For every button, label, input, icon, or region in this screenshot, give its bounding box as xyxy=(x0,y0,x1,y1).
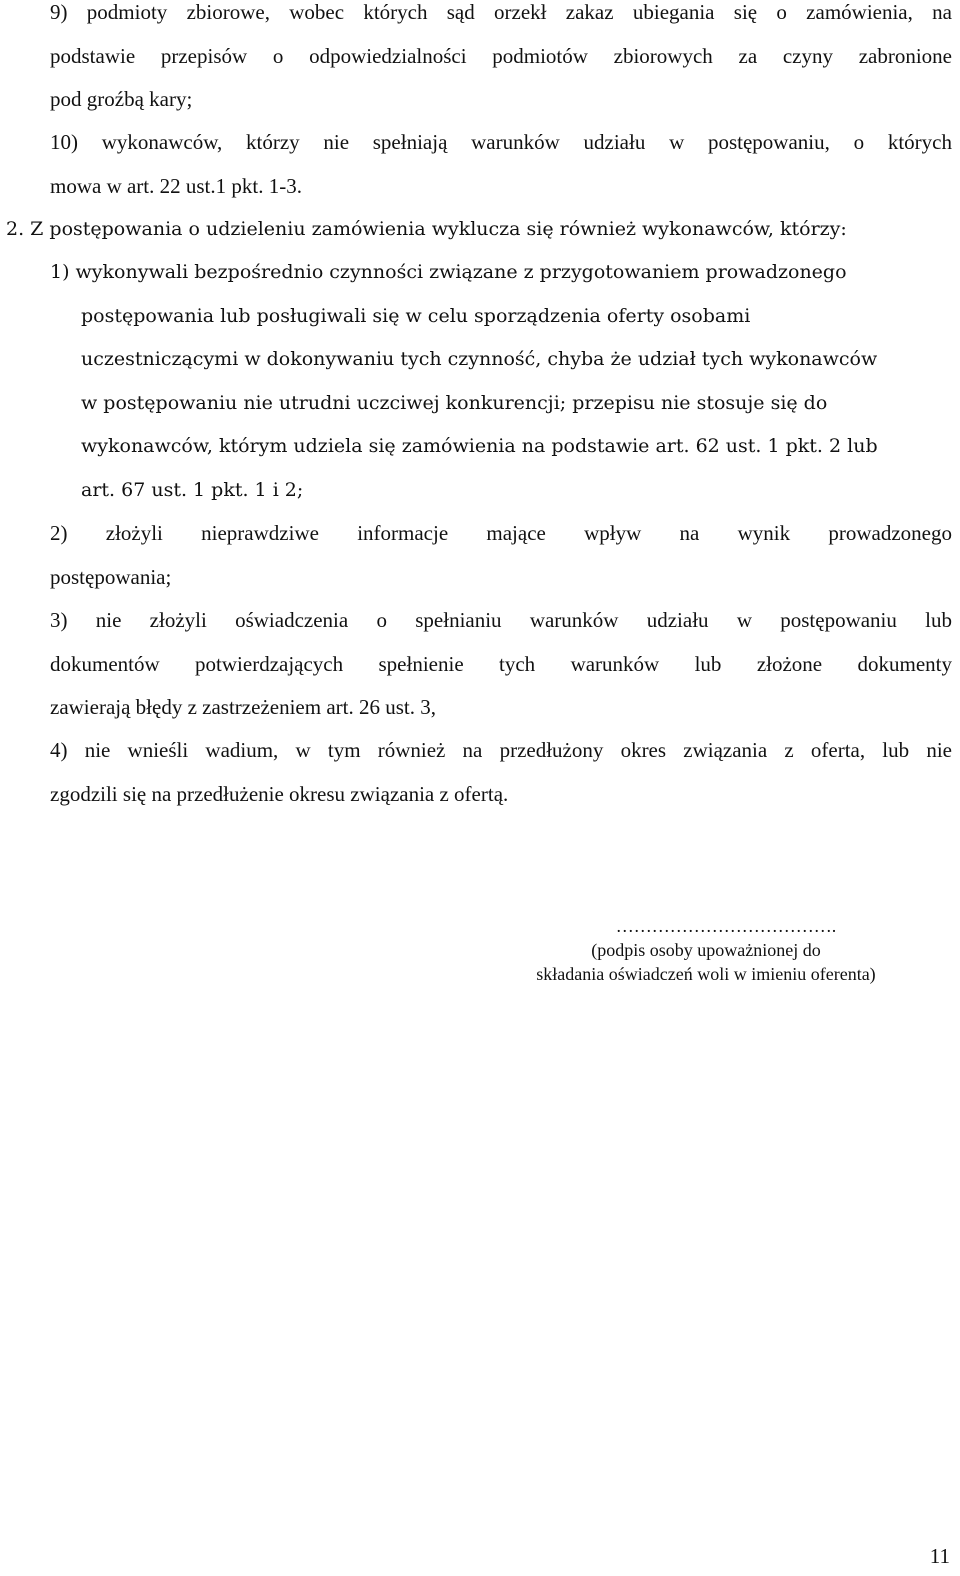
section-2-heading xyxy=(6,208,952,252)
point-2 xyxy=(50,512,952,599)
point-1-line-5: wykonawców, którym udziela się zamówienia na podstawie art. 62 ust. 1 pkt. 2 lub xyxy=(81,435,878,457)
point-1-line-3: uczestniczącymi w dokonywaniu tych czynność, chyba że udział tych wykonawców xyxy=(81,348,878,370)
point-1 xyxy=(50,251,952,512)
point-4 xyxy=(50,729,952,816)
point-2-line-2: postępowania; xyxy=(50,564,172,589)
signature-caption-line-1: (podpis osoby upoważnionej do xyxy=(591,940,821,960)
item-9-line-2: podstawie przepisów o odpowiedzialności podmiotów zbiorowych za czyny zabronione xyxy=(50,43,952,68)
item-10-line-1: 10) wykonawców, którzy nie spełniają warunków udziału w postępowaniu, o których xyxy=(50,130,952,154)
item-9 xyxy=(50,0,952,122)
signature-dots: ………………………………. xyxy=(615,916,837,936)
page-number: 11 xyxy=(929,1544,950,1568)
item-9-line-3: pod groźbą kary; xyxy=(50,87,193,111)
point-3-line-1: 3) nie złożyli oświadczenia o spełnianiu warunków udziału w postępowaniu lub xyxy=(50,608,952,632)
point-1-line-2: postępowania lub posługiwali się w celu sporządzenia oferty osobami xyxy=(81,304,751,327)
signature-block xyxy=(500,914,912,986)
signature-caption-line-2: składania oświadczeń woli w imieniu oferenta) xyxy=(536,964,876,984)
point-4-line-2: zgodzili się na przedłużenie okresu związania z ofertą. xyxy=(50,781,509,806)
item-10-line-2: mowa w art. 22 ust.1 pkt. 1-3. xyxy=(50,173,302,198)
point-2-line-1: 2) złożyli nieprawdziwe informacje mające wpływ na wynik prowadzonego xyxy=(50,521,952,545)
point-3-line-3: zawierają błędy z zastrzeżeniem art. 26 ust. 3, xyxy=(50,695,436,719)
point-1-line-1: 1) wykonywali bezpośrednio czynności związane z przygotowaniem prowadzonego xyxy=(50,261,847,283)
point-3 xyxy=(50,599,952,730)
point-1-line-4: w postępowaniu nie utrudni uczciwej konkurencji; przepisu nie stosuje się do xyxy=(81,391,828,414)
point-3-line-2: dokumentów potwierdzających spełnienie tych warunków lub złożone dokumenty xyxy=(50,651,952,676)
point-1-line-6: art. 67 ust. 1 pkt. 1 i 2; xyxy=(81,478,304,501)
item-10 xyxy=(50,121,952,208)
point-4-line-1: 4) nie wnieśli wadium, w tym również na przedłużony okres związania z oferta, lub nie xyxy=(50,738,952,762)
item-9-line-1: 9) podmioty zbiorowe, wobec których sąd orzekł zakaz ubiegania się o zamówienia, na xyxy=(50,0,952,24)
section-2-heading-text: 2. Z postępowania o udzieleniu zamówienia wyklucza się również wykonawców, którzy: xyxy=(6,218,847,240)
